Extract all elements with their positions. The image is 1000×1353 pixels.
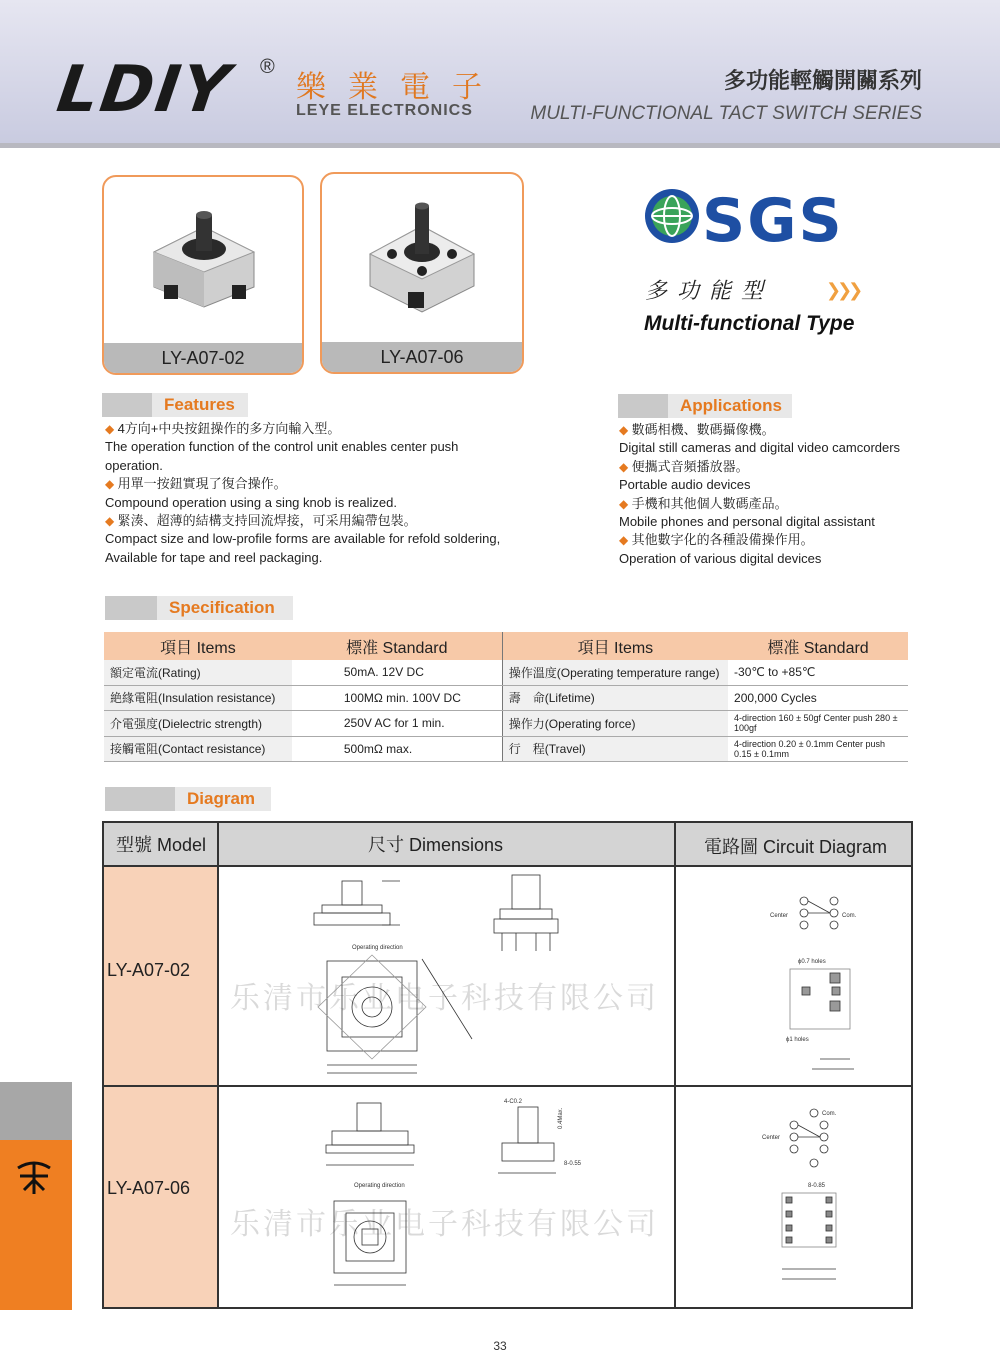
spec-header-standard: 標准 Standard — [292, 632, 502, 660]
spec-item-cell: 操作溫度(Operating temperature range) — [502, 660, 728, 685]
features-section-header — [102, 393, 248, 417]
company-emblem-icon — [14, 1160, 54, 1196]
model-name-a07-06: LY-A07-06 — [107, 1178, 191, 1198]
company-name-en: LEYE ELECTRONICS — [296, 102, 473, 119]
diamond-bullet-icon: ◆ — [619, 423, 632, 437]
holes-label: ϕ1 holes — [786, 1037, 809, 1043]
circuit-diagram-a07-02 — [682, 869, 907, 1083]
features-list — [105, 420, 515, 567]
spec-value-cell: -30℃ to +85℃ — [728, 660, 908, 685]
product-card-a07-02 — [102, 175, 304, 375]
spec-row — [104, 685, 908, 711]
column-divider — [674, 823, 676, 1307]
circuit-diagram-a07-06 — [682, 1089, 907, 1305]
com-label: Com. — [842, 913, 857, 919]
list-item-text: Portable audio devices — [619, 477, 751, 493]
column-divider — [217, 823, 219, 1307]
specification-section-header — [105, 596, 293, 620]
diamond-bullet-icon: ◆ — [619, 496, 632, 511]
list-item-text: 緊湊、超薄的結構支持回流焊接，可采用編帶包裝。 — [117, 513, 417, 529]
list-item-text: Mobile phones and personal digital assistant — [619, 514, 875, 530]
specification-table — [104, 632, 908, 762]
series-title-en: MULTI-FUNCTIONAL TACT SWITCH SERIES — [530, 103, 922, 124]
diagram-section-header — [105, 787, 271, 811]
product-photo-a07-06 — [322, 174, 522, 342]
diagram-header-dimensions: 尺寸 Dimensions — [368, 835, 504, 855]
diamond-bullet-icon: ◆ — [105, 514, 118, 529]
spec-item-cell: 壽 命(Lifetime) — [502, 685, 728, 711]
pin-label: 8-0.55 — [564, 1161, 582, 1167]
list-item-text: Compound operation using a sing knob is realized. — [105, 494, 397, 510]
features-title: Features — [152, 393, 248, 417]
diamond-bullet-icon: ◆ — [619, 533, 632, 548]
spec-value-cell: 50mA. 12V DC — [292, 660, 502, 685]
center-label: Center — [770, 913, 789, 919]
spec-item-cell: 介電强度(Dielectric strength) — [104, 711, 292, 737]
list-item — [105, 494, 515, 512]
applications-title: Applications — [668, 394, 792, 418]
list-item — [619, 476, 949, 494]
list-item — [619, 550, 949, 568]
spec-value-cell: 4-direction 160 ± 50gf Center push 280 ± 100gf — [728, 711, 908, 737]
list-item — [105, 512, 515, 530]
sgs-logo: SGS — [702, 186, 844, 256]
pin-label: 8-0.85 — [808, 1183, 826, 1189]
page-number: 33 — [493, 1339, 507, 1353]
list-item — [619, 531, 949, 549]
center-label: Center — [762, 1135, 781, 1141]
list-item — [105, 457, 515, 475]
product-label: LY-A07-02 — [104, 343, 302, 373]
diamond-bullet-icon: ◆ — [105, 477, 118, 492]
sgs-globe-icon — [642, 186, 702, 246]
chevron-right-icon: ❯❯❯ — [826, 280, 860, 300]
list-item-text: operation. — [105, 457, 163, 473]
list-item-text: 手機和其他個人數碼產品。 — [631, 495, 788, 511]
watermark: 乐清市乐业电子科技有限公司 — [230, 981, 659, 1016]
dimension-drawing-a07-06 — [222, 1089, 672, 1305]
spec-header-standard: 標准 Standard — [728, 632, 908, 660]
list-item — [105, 549, 515, 567]
list-item — [105, 420, 515, 438]
type-title-cn: 多功能型 — [645, 278, 774, 303]
series-title-cn: 多功能輕觸開關系列 — [723, 68, 922, 93]
product-photo-a07-02 — [104, 177, 302, 342]
registered-mark: ® — [260, 56, 275, 78]
company-logo: LDIY — [52, 53, 236, 127]
operating-direction-label: Operating direction — [354, 1183, 405, 1189]
list-item — [619, 513, 949, 531]
specification-title: Specification — [157, 596, 293, 620]
list-item-text: 用單一按鈕實現了復合操作。 — [117, 476, 287, 492]
spec-header-items: 項目 Items — [104, 632, 292, 660]
diagram-header-circuit: 電路圖 Circuit Diagram — [704, 837, 888, 857]
company-name-cn: 樂業電子 — [296, 70, 504, 105]
holes-label: ϕ0.7 holes — [798, 959, 826, 965]
list-item — [105, 438, 515, 456]
header-divider — [0, 143, 1000, 148]
applications-list — [619, 421, 949, 568]
list-item-text: 其他數字化的各種設備操作用。 — [631, 532, 814, 548]
list-item-text: Compact size and low-profile forms are available for refold soldering, — [105, 531, 501, 547]
spec-item-cell: 接觸電阻(Contact resistance) — [104, 736, 292, 762]
spec-value-cell: 200,000 Cycles — [728, 685, 908, 711]
spec-row — [104, 711, 908, 737]
type-title-en: Multi-functional Type — [644, 312, 855, 335]
product-label: LY-A07-06 — [322, 342, 522, 372]
list-item — [619, 421, 949, 439]
spec-header-items: 項目 Items — [502, 632, 728, 660]
watermark: 乐清市乐业电子科技有限公司 — [230, 1207, 659, 1242]
list-item-text: The operation function of the control unit enables center push — [105, 439, 459, 455]
spec-row — [104, 736, 908, 762]
spec-item-cell: 操作力(Operating force) — [502, 711, 728, 737]
com-label: Com. — [822, 1111, 837, 1117]
spec-row — [104, 660, 908, 685]
list-item — [105, 475, 515, 493]
spec-item-cell: 絶緣電阻(Insulation resistance) — [104, 685, 292, 711]
diagram-table — [102, 821, 913, 1309]
max-label: 0.4Max. — [558, 1107, 564, 1129]
spec-value-cell: 100MΩ min. 100V DC — [292, 685, 502, 711]
diagram-header-model: 型號 Model — [116, 835, 207, 855]
list-item — [619, 458, 949, 476]
spec-value-cell: 500mΩ max. — [292, 736, 502, 762]
spec-value-cell: 250V AC for 1 min. — [292, 711, 502, 737]
product-card-a07-06 — [320, 172, 524, 374]
diagram-title: Diagram — [175, 787, 271, 811]
list-item — [619, 439, 949, 457]
spec-item-cell: 行 程(Travel) — [502, 736, 728, 762]
diamond-bullet-icon: ◆ — [619, 459, 632, 474]
spec-item-cell: 額定電流(Rating) — [104, 660, 292, 685]
diamond-bullet-icon: ◆ — [105, 422, 118, 436]
list-item — [619, 495, 949, 513]
spec-header-row — [104, 632, 908, 660]
list-item-text: Available for tape and reel packaging. — [105, 549, 323, 565]
list-item-text: Operation of various digital devices — [619, 550, 822, 566]
applications-section-header — [618, 394, 792, 418]
list-item — [105, 530, 515, 548]
dimension-drawing-a07-02 — [222, 869, 672, 1083]
spec-value-cell: 4-direction 0.20 ± 0.1mm Center push 0.15 ± 0.1mm — [728, 736, 908, 762]
model-name-a07-02: LY-A07-02 — [107, 960, 191, 980]
list-item-text: Digital still cameras and digital video camcorders — [619, 440, 901, 456]
chamfer-label: 4-C0.2 — [504, 1099, 523, 1105]
list-item-text: 便攜式音頻播放器。 — [631, 458, 749, 474]
list-item-text: 4方向+中央按鈕操作的多方向輸入型。 — [117, 421, 341, 436]
list-item-text: 數碼相機、數碼攝像機。 — [631, 422, 775, 437]
operating-direction-label: Operating direction — [352, 945, 403, 951]
row-divider — [104, 1085, 911, 1087]
